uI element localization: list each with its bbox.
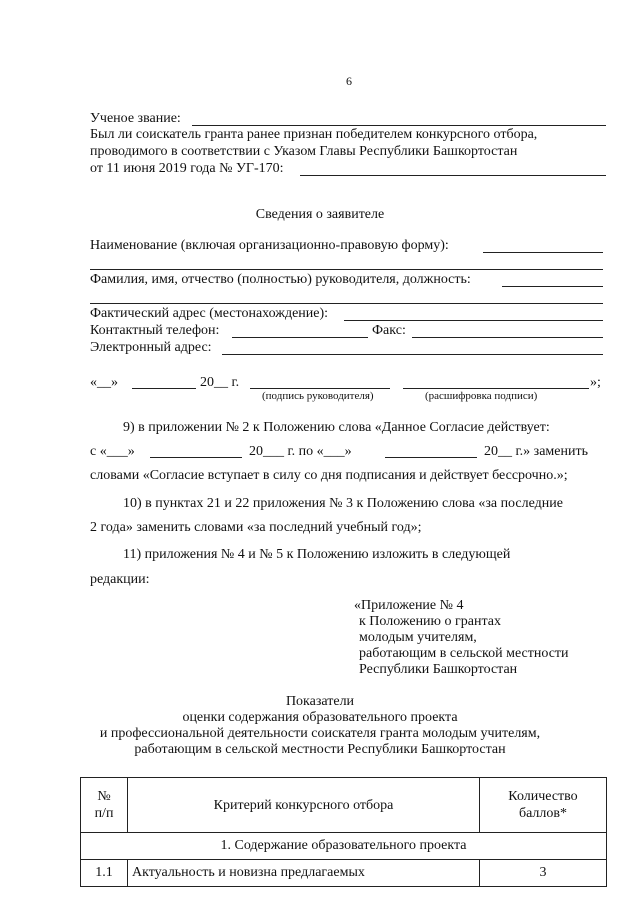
indicators-line-4: работающим в сельской местности Республики Башкортостан [134, 742, 506, 757]
name-field[interactable] [483, 252, 603, 253]
academic-title-label: Ученое звание: [90, 111, 181, 126]
appendix-line-4: работающим в сельской местности [359, 646, 569, 661]
amendment-9-line-2b: 20___ г. по «___» [249, 444, 352, 459]
email-field[interactable] [222, 354, 603, 355]
phone-field[interactable] [232, 337, 368, 338]
section-1-title: 1. Содержание образовательного проекта [81, 833, 607, 860]
amendment-11-line-2: редакции: [90, 572, 150, 587]
header-score-line-2: баллов* [518, 806, 568, 821]
date-day: «__» [90, 375, 118, 390]
applicant-heading: Сведения о заявителе [255, 207, 385, 222]
table-row [81, 860, 607, 887]
amendment-9-line-3: словами «Согласие вступает в силу со дня подписания и действует бессрочно.»; [90, 468, 568, 483]
email-label: Электронный адрес: [90, 340, 212, 355]
amendment-9-blank-1 [150, 457, 242, 458]
header-score [480, 778, 607, 833]
header-num-line-1: № [97, 789, 111, 804]
row-1-score: 3 [480, 860, 607, 887]
amendment-9-blank-2 [385, 457, 477, 458]
header-num-line-2: п/п [94, 806, 114, 821]
address-label: Фактический адрес (местонахождение): [90, 306, 329, 321]
date-month-field[interactable] [132, 388, 196, 389]
page-number: 6 [346, 74, 352, 88]
closing-quote: »; [590, 375, 601, 390]
appendix-line-2: к Положению о грантах [359, 614, 501, 629]
amendment-10-line-1: 10) в пунктах 21 и 22 приложения № 3 к Положению слова «за последние [123, 496, 563, 511]
address-field[interactable] [344, 320, 603, 321]
head-field-cont[interactable] [90, 303, 603, 304]
amendment-9-line-2a: с «___» [90, 444, 135, 459]
prev-winner-field[interactable] [300, 175, 606, 176]
date-year: 20__ г. [200, 375, 240, 390]
caption-decoding: (расшифровка подписи) [425, 390, 538, 402]
signature-decoding-field[interactable] [403, 388, 589, 389]
prev-winner-line-3: от 11 июня 2019 года № УГ-170: [90, 161, 284, 176]
prev-winner-line-1: Был ли соискатель гранта ранее признан победителем конкурсного отбора, [90, 127, 538, 142]
indicators-line-2: оценки содержания образовательного проекта [182, 710, 458, 725]
indicators-line-3: и профессиональной деятельности соискателя гранта молодым учителям, [99, 726, 541, 741]
header-criterion: Критерий конкурсного отбора [128, 778, 480, 833]
amendment-10-line-2: 2 года» заменить словами «за последний учебный год»; [90, 520, 422, 535]
appendix-line-5: Республики Башкортостан [359, 662, 518, 677]
table-header-row [81, 778, 607, 833]
phone-label: Контактный телефон: [90, 323, 220, 338]
name-label: Наименование (включая организационно-правовую форму): [90, 238, 449, 253]
signature-field[interactable] [250, 388, 390, 389]
header-score-line-1: Количество [508, 789, 578, 804]
indicators-title: Показатели [285, 694, 355, 709]
fax-label: Факс: [372, 323, 406, 338]
amendment-11-line-1: 11) приложения № 4 и № 5 к Положению изложить в следующей [123, 547, 511, 562]
amendment-9-line-2c: 20__ г.» заменить [484, 444, 588, 459]
amendment-9-line-1: 9) в приложении № 2 к Положению слова «Данное Согласие действует: [123, 420, 550, 435]
table-section-row [81, 833, 607, 860]
header-num [81, 778, 128, 833]
fax-field[interactable] [412, 337, 603, 338]
criteria-table [80, 777, 607, 887]
head-label: Фамилия, имя, отчество (полностью) руководителя, должность: [90, 272, 471, 287]
academic-title-field[interactable] [192, 125, 606, 126]
row-1-num: 1.1 [81, 860, 128, 887]
row-1-text: Актуальность и новизна предлагаемых [128, 860, 480, 887]
appendix-line-1: «Приложение № 4 [354, 598, 464, 613]
prev-winner-line-2: проводимого в соответствии с Указом Главы Республики Башкортостан [90, 144, 518, 159]
head-field[interactable] [502, 286, 603, 287]
name-field-cont[interactable] [90, 269, 603, 270]
appendix-line-3: молодым учителям, [359, 630, 477, 645]
caption-signature: (подпись руководителя) [262, 390, 374, 402]
